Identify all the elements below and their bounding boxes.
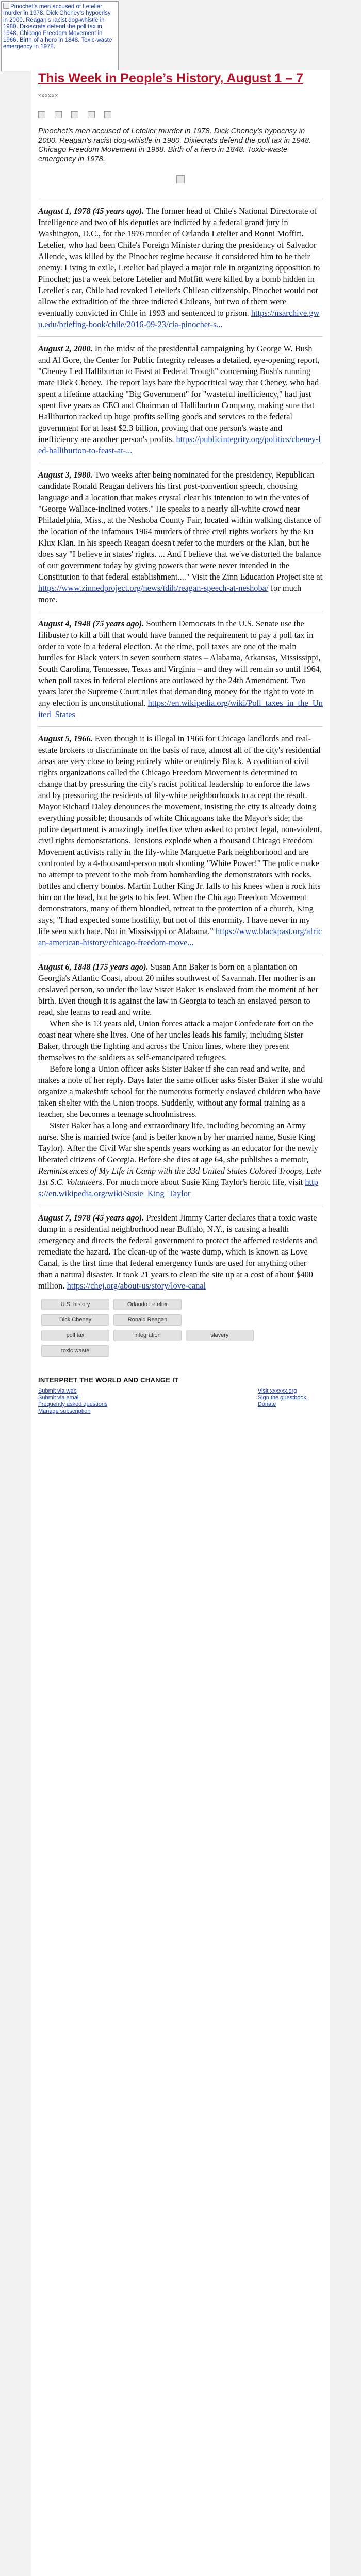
entry-1948-poll-tax: August 4, 1948 (75 years ago). Southern Democrats in the U.S. Senate use the filibuster to kill a bill that would have banned the requirement to pay a poll tax in order to vote in a federal election. At the time, poll taxes are one of the main hurdles for Black voters in seven southern states – Alabama, Arkansas, Mississippi, South Carolina, Tennessee, Texas and Virginia – and they will remain so until 1964, when poll taxes in federal elections are outlawed by the 24th Amendment. Two years later the Supreme Court rules that demanding money for the right to vote in any election is unconstitutional. https://en.wikipedia.org/wiki/Poll_taxes_in_the_United_States [38, 619, 323, 719]
tag[interactable]: poll tax [41, 1330, 109, 1341]
guestbook-link[interactable]: Sign the guestbook [257, 1395, 306, 1401]
tag[interactable]: integration [113, 1330, 182, 1341]
entry-1966-chicago: August 5, 1966. Even though it is illegal in 1966 for Chicago landlords and real-estate brokers to discriminate on the basis of race, almost all of the city's residential areas are very close to being entirely white or entirely Black. A coalition of civil rights organizations called the Chicago Freedom Movement is determined to change that by pressuring the city's racist political leadership to enforce the laws and by pressuring the residents of lily-white neighborhoods to accept the result. Mayor Richard Daley denounces the movement, insisting the city is already doing everything possible; thousands of white Chicagoans take the Mayor's side; the police department is amazingly ineffective when asked to protect legal, non-violent, civil rights demonstrations. Tensions explode when a thousand Chicago Freedom Movement activists rally in the lily-white Marquette Park neighborhood and are confronted by a 4-thousand-person mob shouting "White Power!" The police make no attempt to prevent to the mob from bombarding the demonstrators with rocks, bottles and cherry bombs. Martin Luther King Jr. falls to his knees when a rock hits him on the head, but he gets to his feet. When the Chicago Freedom Movement demonstrators, many of them bloodied, retreat to the protection of a church, King says, "I had expected some hostility, but not of this enormity. I have never in my life seen such hate. Not in Mississippi or Alabama." https://www.blackpast.org/african-american-history/chicago-freedom-move... [38, 734, 322, 947]
share-icons [38, 111, 323, 118]
donate-link[interactable]: Donate [257, 1401, 276, 1408]
tag[interactable]: slavery [186, 1330, 254, 1341]
entry-paragraph: When she is 13 years old, Union forces attack a major Confederate fort on the coast near where she lives. One of her uncles leads his family, including Sister Baker, through the fighting and across the Union lines, where they present themselves to the soldiers as self-emancipated refugees. [38, 1019, 314, 1062]
submit-web-link[interactable]: Submit via web [38, 1388, 77, 1394]
page-title[interactable]: This Week in People’s History, August 1 – 7 [38, 71, 304, 86]
entry-link[interactable]: https://publicintegrity.org/politics/cheney-led-halliburton-to-feast-at-... [38, 434, 321, 455]
footer-heading: INTERPRET THE WORLD AND CHANGE IT [38, 1376, 179, 1384]
entry-link[interactable]: https://chej.org/about-us/story/love-canal [67, 1281, 206, 1291]
tag-list [38, 1299, 323, 1361]
tag[interactable]: toxic waste [41, 1345, 109, 1357]
header-image-caption: Pinochet's men accused of Letelier murder in 1978. Dick Cheney's hypocrisy in 2000. Reagan's racist dog-whistle in 1980. Dixiecrats defend the poll tax in 1948. Chicago Freedom Movement in 1966. Birth of a hero in 1848. Toxic-waste emergency in 1978. [3, 4, 112, 50]
submit-email-link[interactable]: Submit via email [38, 1395, 80, 1401]
book-title: Reminiscences of My Life in Camp with the 33d United States Colored Troops, Late 1st S.C. Volunteers [38, 1166, 321, 1187]
entry-link[interactable]: https://nsarchive.gwu.edu/briefing-book/chile/2016-09-23/cia-pinochet-s... [38, 308, 320, 329]
entry-paragraph: Before long a Union officer asks Sister Baker if she can read and write, and makes a note of her reply. Days later the same officer asks Sister Baker if she would organize a makeshift school for the numerous formerly enslaved children who have taken shelter with the Union troops. Suddenly, without any formal training as a teacher, she becomes a teenage schoolmistress. [38, 1064, 323, 1119]
manage-subscription-link[interactable]: Manage subscription [38, 1408, 91, 1414]
share-print-icon[interactable] [88, 111, 95, 118]
share-email-icon[interactable] [71, 111, 78, 118]
entry-1978-letelier: August 1, 1978 (45 years ago). The former head of Chile's National Directorate of Intelligence and two of his deputies are indicted by a federal grand jury in Washington, D.C., for the 1976 murder of Orlando Letelier and Ronni Moffitt. Letelier, who had been Chile's Foreign Minister during the presidency of Salvador Allende, was killed by the Pinochet regime because it considered him to be their enemy. Living in exile, Letelier had played a major role in organizing opposition to Pinochet; just a week before Letelier and Moffitt were killed by a bomb hidden in Letelier's car, Chile had revoked Letelier's Chilean citizenship. Pinochet would not allow the extradition of the three indicted Chileans, but two of them were eventually convicted in Chile in 1993 and sentenced to prison. https://nsarchive.gwu.edu/briefing-book/chile/2016-09-23/cia-pinochet-s... [38, 206, 320, 329]
share-twitter-icon[interactable] [55, 111, 62, 118]
entry-link[interactable]: https://en.wikipedia.org/wiki/Poll_taxes_in_the_United_States [38, 698, 323, 719]
tag[interactable]: Dick Cheney [41, 1314, 109, 1326]
entry-link[interactable]: https://en.wikipedia.org/wiki/Susie_King_Taylor [38, 1177, 318, 1198]
entry-1848-susie-king-taylor: August 6, 1848 (175 years ago). Susan Ann Baker is born on a plantation on Georgia's Atlantic Coast, about 20 miles southwest of Savannah. Her mother is an enslaved person, so under the law Sister Baker is enslaved from the moment of her birth. Even though it is against the law in Georgia to teach an enslaved person to read, she learns to read and write. [38, 962, 319, 1017]
footer [38, 1376, 323, 1415]
entry-2000-cheney: August 2, 2000. In the midst of the presidential campaigning by George W. Bush and Al Gore, the Center for Public Integrity releases a detailed, eye-opening report, "Cheney Led Halliburton to Feast at Federal Trough" concerning Bush's running mate Dick Cheney. The report lays bare the hypocritical way that Cheney, who had spent a lifetime attacking "Big Government" for "wasteful inefficiency," had just spent five years as CEO and Chairman of Halliburton Company, making sure that Halliburton racked up huge profits selling goods and services to the federal government for at least $2.3 billion, proving that one person's waste and inefficiency are another person's profits. https://publicintegrity.org/politics/cheney-led-halliburton-to-feast-at-... [38, 344, 321, 455]
faq-link[interactable]: Frequently asked questions [38, 1401, 108, 1408]
tag[interactable]: Ronald Reagan [113, 1314, 182, 1326]
entry-link[interactable]: https://www.zinnedproject.org/news/tdih/reagan-speech-at-neshoba/ [38, 583, 269, 593]
tag[interactable]: U.S. history [41, 1299, 109, 1310]
share-facebook-icon[interactable] [38, 111, 45, 118]
broken-image-icon [176, 175, 185, 183]
summary: Pinochet's men accused of Letelier murder in 1978. Dick Cheney's hypocrisy in 2000. Reagan's racist dog-whistle in 1980. Dixiecrats defend the poll tax in 1948. Chicago Freedom Movement in 1968. Birth of a hero in 1848. Toxic-waste emergency in 1978. [38, 127, 311, 163]
share-more-icon[interactable] [104, 111, 111, 118]
newsletter-card [31, 70, 330, 2576]
entry-paragraph: Sister Baker has a long and extraordinary life, including becoming an Army nurse. She is married twice (and is better known by her married name, Susie King Taylor). After the Civil War she spends years working as an educator for the newly liberated citizens of Georgia. Before she dies at age 64, she publishes a memoir, Reminiscences of My Life in Camp with the 33d United States Colored Troops, Late 1st S.C. Volunteers. For much more about Susie King Taylor's heroic life, visit https://en.wikipedia.org/wiki/Susie_King_Taylor [38, 1121, 321, 1198]
broken-image-icon [3, 3, 9, 9]
header-image-alt [1, 1, 119, 71]
entry-1978-love-canal: August 7, 1978 (45 years ago). President Jimmy Carter declares that a toxic waste dump in a residential neighborhood near Buffalo, N.Y., is causing a health emergency and directs the federal government to protect the affected residents and remediate the hazard. The clean-up of the waste dump, which is known as Love Canal, is the first time that federal emergency funds are used for anything other than a natural disaster. It took 21 years to clean the site up at a cost of about $400 million. https://chej.org/about-us/story/love-canal [38, 1213, 317, 1291]
author-placeholder: xxxxxx [38, 93, 58, 99]
entry-link[interactable]: https://www.blackpast.org/african-american-history/chicago-freedom-move... [38, 926, 322, 947]
entry-1980-reagan: August 3, 1980. Two weeks after being nominated for the presidency, Republican candidate Ronald Reagan delivers his first post-convention speech, choosing language and a location that makes crystal clear his intention to win the votes of "George Wallace-inclined voters." He speaks to a nearly all-white crowd near Philadelphia, Miss., at the Neshoba County Fair, located within walking distance of the location of the infamous 1964 murders of three civil rights workers by the Ku Klux Klan. In his speech Reagan doesn't refer to the murders or the Klan, but he does say "I believe in states' rights. ... And I believe that we've distorted the balance of our government today by giving powers that were never intended in the Constitution to that federal establishment...." Visit the Zinn Education Project site at https://www.zinnedproject.org/news/tdih/reagan-speech-at-neshoba/ for much more. [38, 470, 323, 604]
tag[interactable]: Orlando Letelier [113, 1299, 182, 1310]
visit-site-link[interactable]: Visit xxxxxx.org [257, 1388, 297, 1394]
